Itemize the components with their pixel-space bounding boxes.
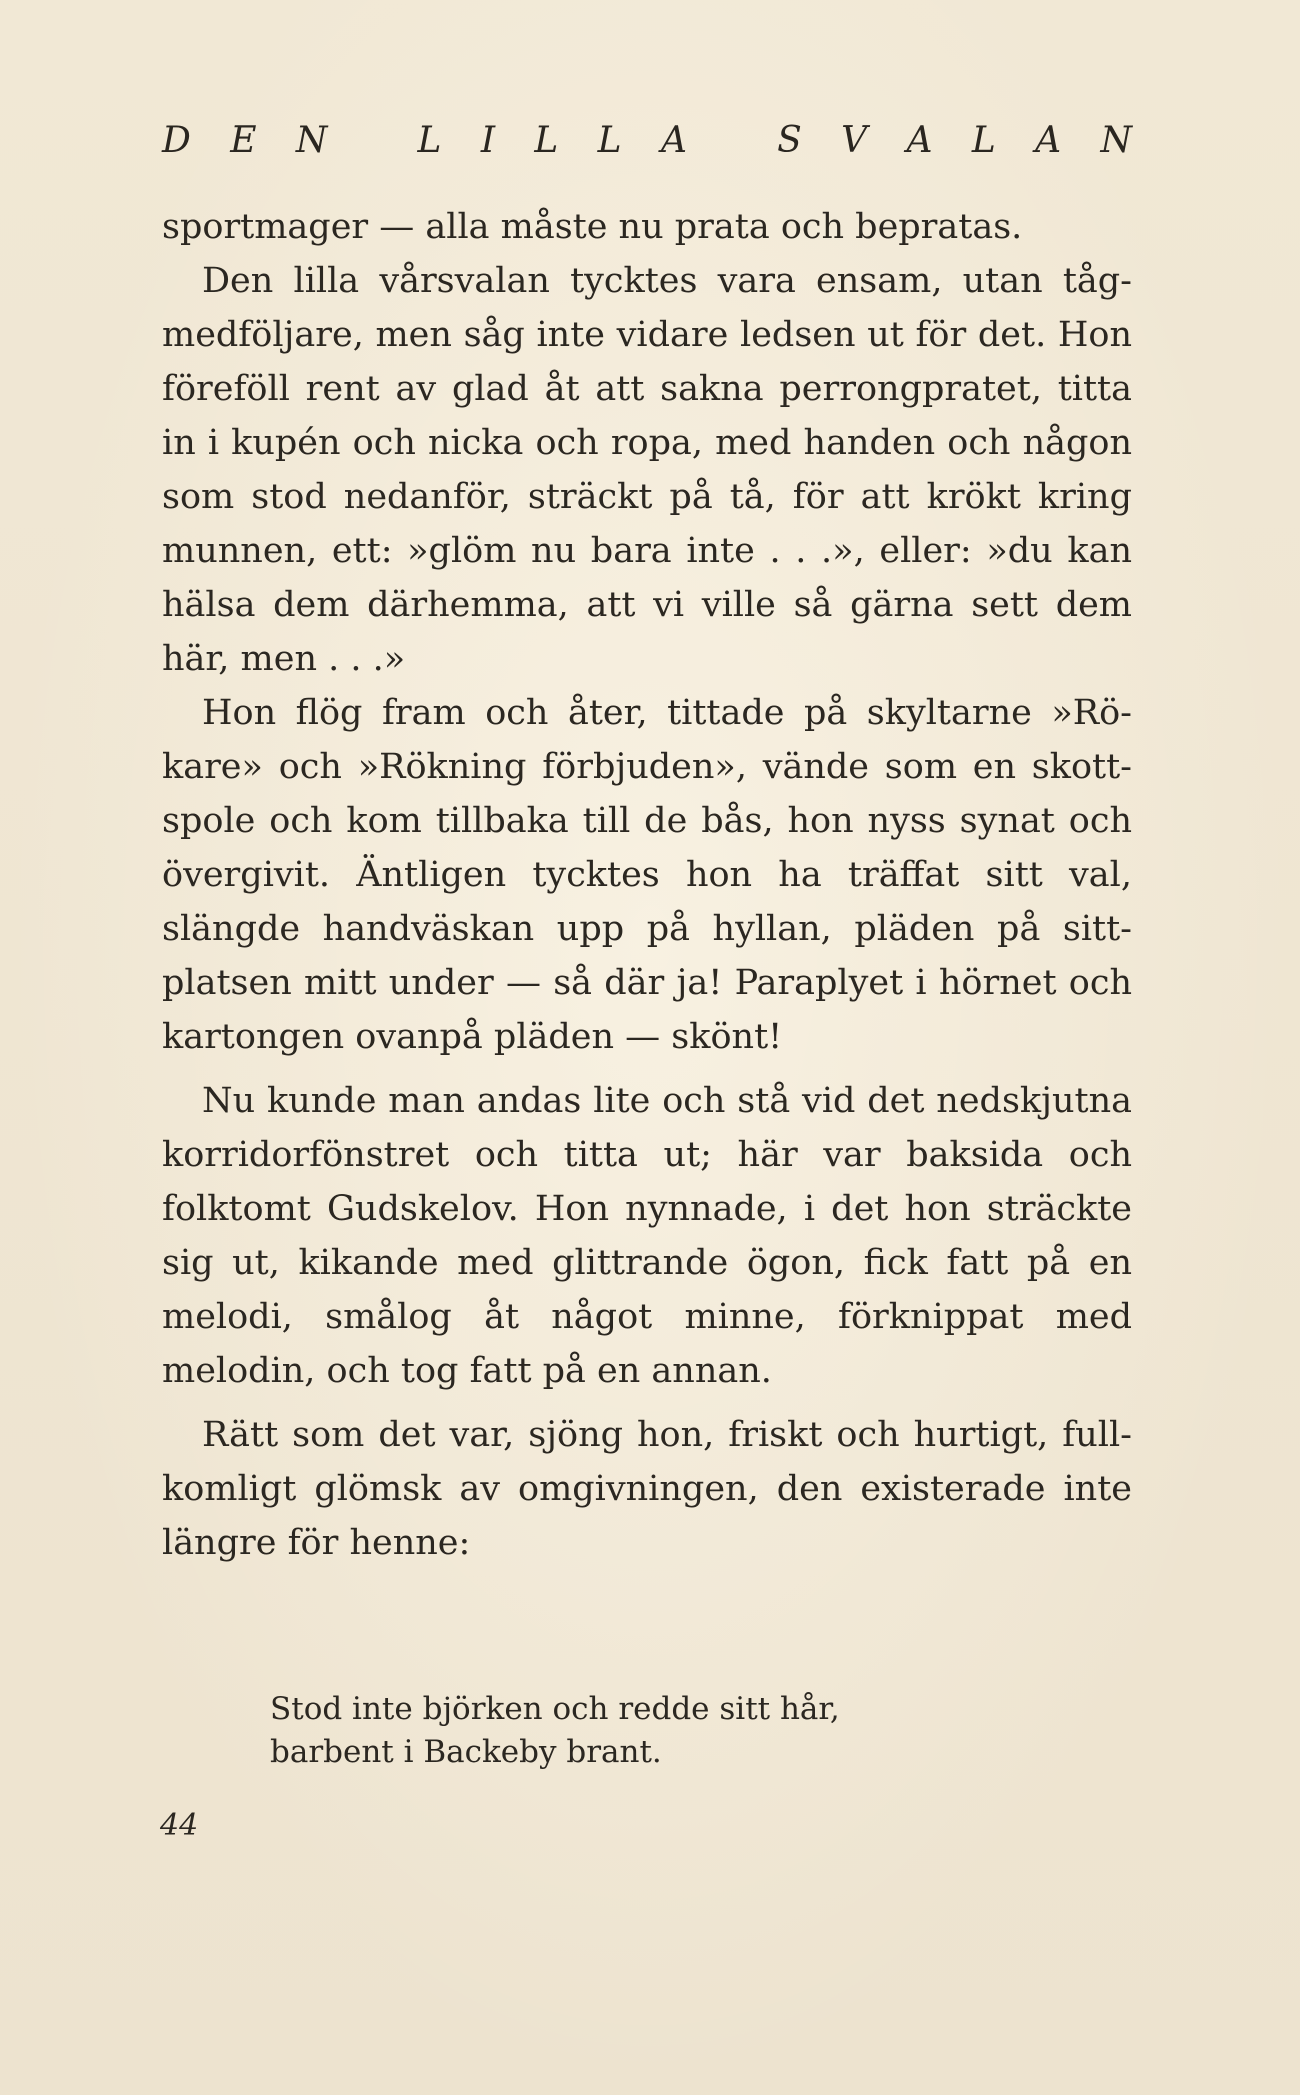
running-head-letter: A bbox=[906, 120, 933, 161]
verse-line: barbent i Backeby brant. bbox=[270, 1734, 662, 1770]
paragraph: sportmager — alla måste nu prata och bepratas. bbox=[162, 207, 1023, 247]
paragraph: Hon flög fram och åter, tittade på skyltarne »Rökare» och »Rökning förbjuden», vände som en skottspole och kom tillbaka till de bås, hon nyss synat och övergivit. Äntligen tycktes hon ha träffat sitt val, slängde handväskan upp på hyllan, pläden på sittplatsen mitt under — så där ja! Paraplyet i hörnet och kartongen ovanpå pläden — skönt! bbox=[162, 693, 1132, 1057]
running-head-letter: E bbox=[230, 120, 257, 161]
running-head-letter: L bbox=[971, 120, 996, 161]
running-head-letter: L bbox=[417, 120, 442, 161]
running-head-letter: D bbox=[162, 120, 191, 161]
verse-quote bbox=[270, 1688, 1070, 1774]
paragraph: Nu kunde man andas lite och stå vid det nedskjutna korridorfönstret och titta ut; här var baksida och folktomt Gudskelov. Hon nynnade, i det hon sträckte sig ut, kikande med glittrande ögon, fick fatt på en melodi, smålog åt något minne, förknippat med melodin, och tog fatt på en annan. bbox=[162, 1081, 1132, 1391]
paragraph: Den lilla vårsvalan tycktes vara ensam, utan tågmedföljare, men såg inte vidare ledsen ut för det. Hon föreföll rent av glad åt att sakna perrongpratet, titta in i kupén och nicka och ropa, med handen och någon som stod nedanför, sträckt på tå, för att krökt kring munnen, ett: »glöm nu bara inte . . .», eller: »du kan hälsa dem därhemma, att vi ville så gärna sett dem här, men . . .» bbox=[162, 261, 1132, 679]
running-head-letter: N bbox=[295, 120, 328, 161]
running-head-letter: L bbox=[597, 120, 622, 161]
running-head-letter: N bbox=[1100, 120, 1132, 161]
running-head-letter: S bbox=[777, 120, 802, 161]
paragraph: Rätt som det var, sjöng hon, friskt och hurtigt, fullkomligt glömsk av omgivningen, den existerade inte längre för henne: bbox=[162, 1415, 1132, 1563]
running-head-space bbox=[726, 120, 737, 161]
running-head-letter: I bbox=[480, 120, 496, 161]
running-head-space bbox=[367, 120, 378, 161]
body-text bbox=[162, 200, 1132, 1570]
running-head-letter: L bbox=[534, 120, 559, 161]
running-head-letter: A bbox=[1035, 120, 1062, 161]
verse-line: Stod inte björken och redde sitt hår, bbox=[270, 1691, 840, 1727]
running-head bbox=[162, 120, 1132, 161]
running-head-letter: A bbox=[660, 120, 687, 161]
running-head-letter: V bbox=[841, 120, 868, 161]
page-number: 44 bbox=[160, 1808, 199, 1843]
